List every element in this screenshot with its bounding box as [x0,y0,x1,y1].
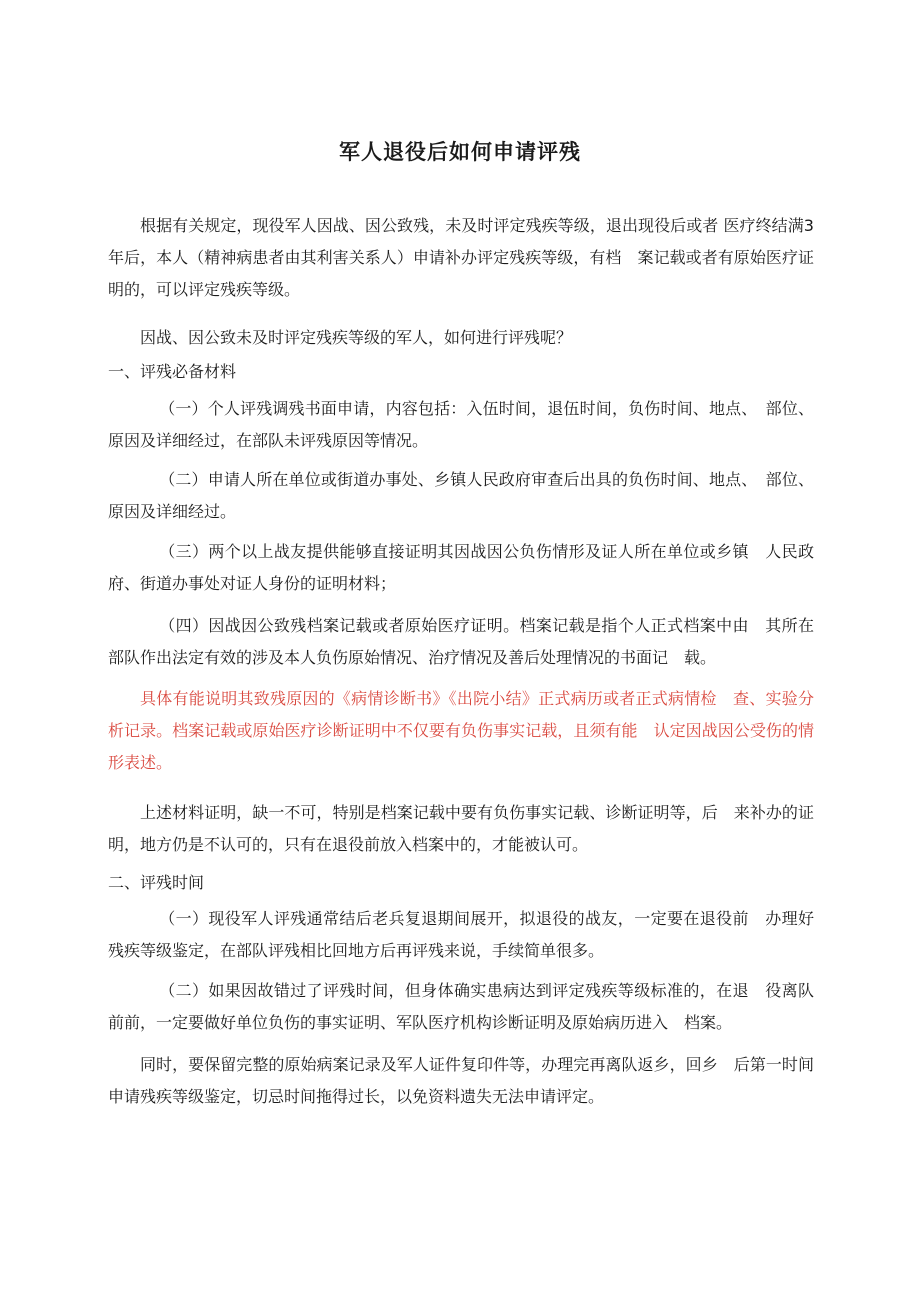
section-heading-timing: 二、评残时间 [108,873,205,892]
summary-paragraph: 上述材料证明，缺一不可，特别是档案记载中要有负伤事实记载、诊断证明等，后 来补办的证明，地方仍是不认可的，只有在退役前放入档案中的，才能被认可。 [108,803,814,854]
material-item-3: （三）两个以上战友提供能够直接证明其因战因公负伤情形及证人所在单位或乡镇 人民政府、街道办事处对证人身份的证明材料； [108,542,814,593]
document-title: 军人退役后如何申请评残 [339,140,581,164]
question-paragraph: 因战、因公致未及时评定残疾等级的军人，如何进行评残呢？ [140,328,573,347]
closing-paragraph: 同时，要保留完整的原始病案记录及军人证件复印件等，办理完再离队返乡，回乡 后第一时间申请残疾等级鉴定，切忌时间拖得过长，以免资料遗失无法申请评定。 [108,1055,814,1106]
section-heading-materials: 一、评残必备材料 [108,362,237,381]
material-item-1: （一）个人评残调残书面申请，内容包括：入伍时间，退伍时间，负伤时间、地点、 部位、原因及详细经过，在部队未评残原因等情况。 [108,399,814,450]
intro-paragraph: 根据有关规定，现役军人因战、因公致残，未及时评定残疾等级，退出现役后或者 医疗终结满3年后，本人（精神病患者由其利害关系人）申请补办评定残疾等级，有档 案记载或者有原始医疗证明的，可以评定残疾等级。 [108,216,814,299]
timing-item-1: （一）现役军人评残通常结后老兵复退期间展开，拟退役的战友，一定要在退役前 办理好残疾等级鉴定，在部队评残相比回地方后再评残来说，手续简单很多。 [108,909,814,960]
material-item-2: （二）申请人所在单位或街道办事处、乡镇人民政府审查后出具的负伤时间、地点、 部位、原因及详细经过。 [108,470,814,521]
highlighted-note: 具体有能说明其致残原因的《病情诊断书》《出院小结》正式病历或者正式病情检 查、实验分析记录。档案记载或原始医疗诊断证明中不仅要有负伤事实记载，且须有能 认定因战因公受伤的情形表述。 [108,689,814,772]
material-item-4: （四）因战因公致残档案记载或者原始医疗证明。档案记载是指个人正式档案中由 其所在部队作出法定有效的涉及本人负伤原始情况、治疗情况及善后处理情况的书面记 载。 [108,616,814,667]
timing-item-2: （二）如果因故错过了评残时间，但身体确实患病达到评定残疾等级标准的，在退 役离队前前，一定要做好单位负伤的事实证明、军队医疗机构诊断证明及原始病历进入 档案。 [108,981,814,1032]
